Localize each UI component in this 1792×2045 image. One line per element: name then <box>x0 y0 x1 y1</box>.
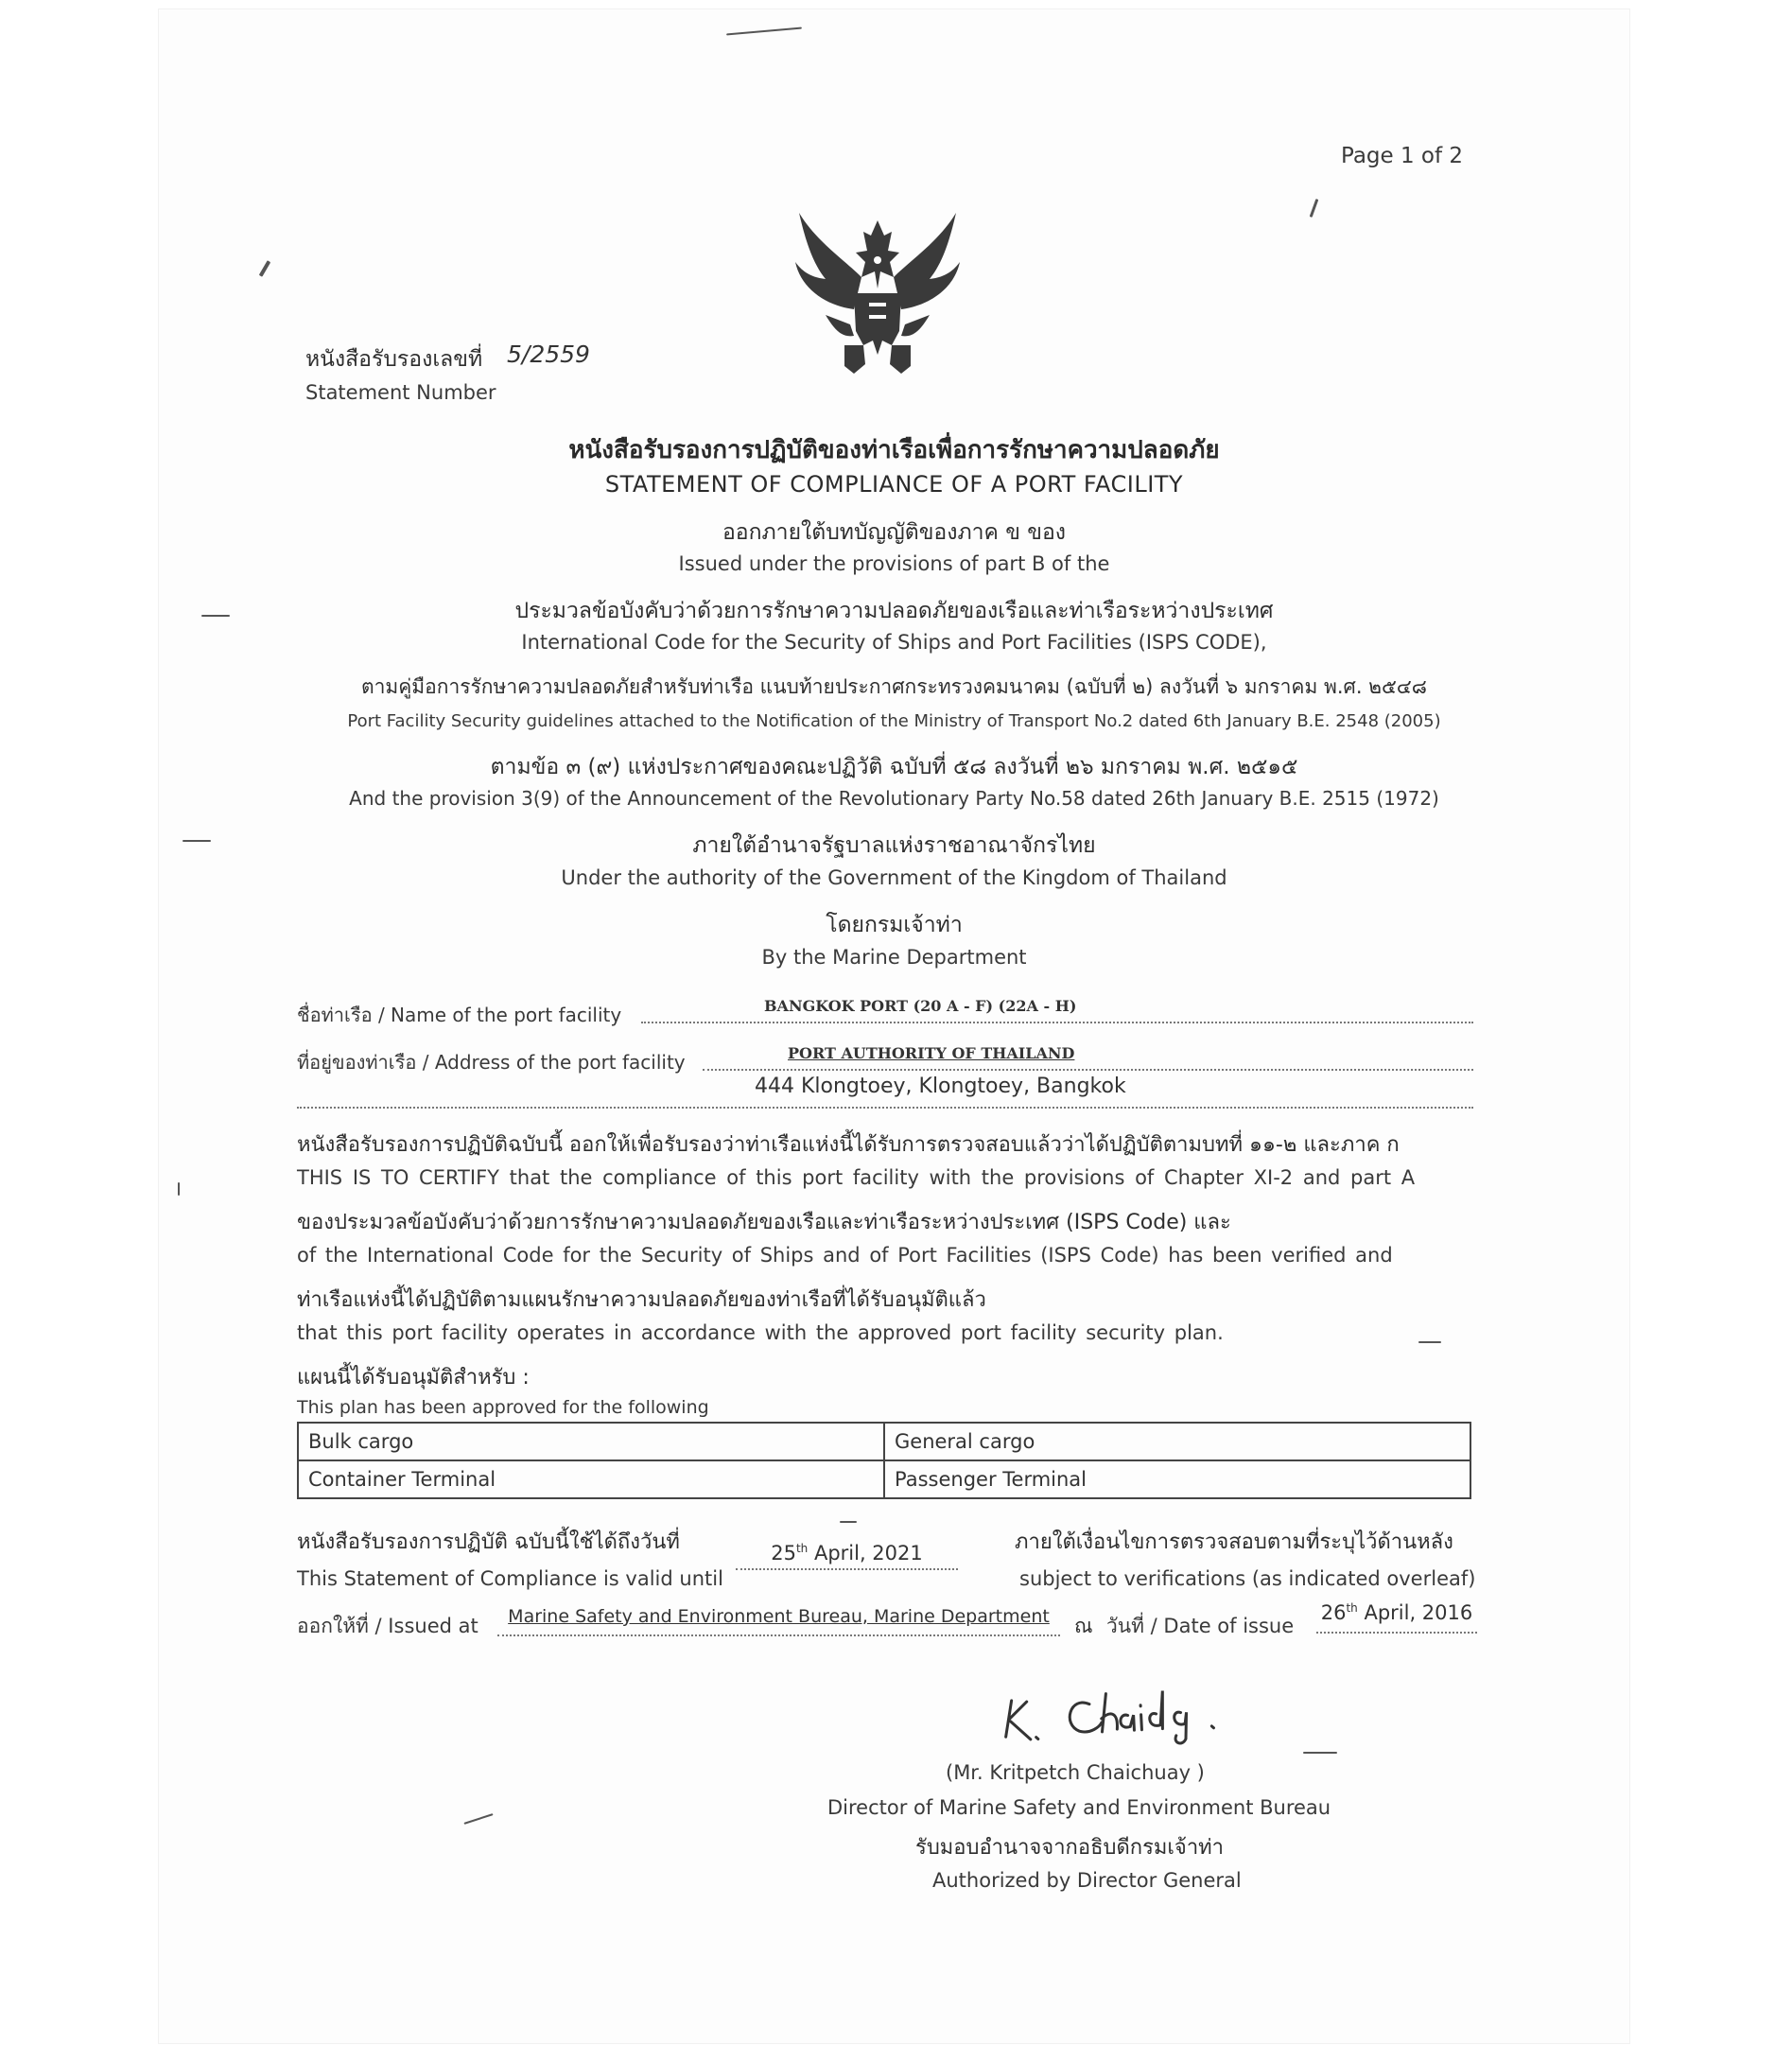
provision-en: International Code for the Security of Ships and Port Facilities (ISPS CODE), <box>521 631 1267 654</box>
certification-line: THIS IS TO CERTIFY that the compliance of this port facility with the provisions of Chapter XI-2 and part A <box>297 1166 1416 1189</box>
issue-date-rest: April, 2016 <box>1357 1601 1473 1624</box>
approved-for-table <box>297 1422 1471 1499</box>
port-address-dotted-line <box>703 1069 1473 1071</box>
certificate-sheet <box>159 9 1629 2043</box>
signatory-name: (Mr. Kritpetch Chaichuay ) <box>946 1761 1205 1784</box>
validity-date-rest: April, 2021 <box>808 1542 923 1564</box>
port-name-value: BANGKOK PORT (20 A - F) (22A - H) <box>764 997 1077 1015</box>
validity-subject-th: ภายใต้เงื่อนไขการตรวจสอบตามที่ระบุไว้ด้านหลัง <box>1015 1530 1453 1554</box>
date-of-issue-value <box>1316 1601 1477 1634</box>
table-cell: Bulk cargo <box>298 1423 884 1460</box>
authorized-en: Authorized by Director General <box>932 1869 1242 1892</box>
validity-date-day: 25 <box>771 1542 796 1564</box>
provision-th: ตามข้อ ๓ (๙) แห่งประกาศของคณะปฏิวัติ ฉบับที่ ๕๘ ลงวันที่ ๒๖ มกราคม พ.ศ. ๒๕๑๕ <box>490 755 1298 779</box>
scan-mark <box>1310 199 1319 218</box>
provision-th: ออกภายใต้บทบัญญัติของภาค ข ของ <box>722 520 1067 545</box>
issued-at-th: ณ <box>1074 1615 1093 1637</box>
certification-line: that this port facility operates in accordance with the approved port facility security plan. <box>297 1321 1224 1344</box>
table-row <box>298 1460 1470 1498</box>
signatory-title: Director of Marine Safety and Environment Bureau <box>827 1796 1331 1819</box>
certification-line: This plan has been approved for the following <box>297 1397 709 1418</box>
provision-en: Under the authority of the Government of the Kingdom of Thailand <box>561 866 1227 889</box>
provision-en: Port Facility Security guidelines attached to the Notification of the Ministry of Transport No.2 dated 6th January B.E. 2548 (2005) <box>347 711 1441 731</box>
statement-number-label-en: Statement Number <box>305 381 496 404</box>
port-address-line1: PORT AUTHORITY OF THAILAND <box>788 1044 1075 1062</box>
port-address-label: ที่อยู่ของท่าเรือ / Address of the port facility <box>297 1051 686 1074</box>
table-cell: General cargo <box>884 1423 1470 1460</box>
issue-date-day: 26 <box>1320 1601 1347 1624</box>
port-name-dotted-line <box>641 1022 1473 1023</box>
handwritten-signature <box>994 1677 1244 1767</box>
provision-en: And the provision 3(9) of the Announcement of the Revolutionary Party No.58 dated 26th January B.E. 2515 (1972) <box>349 787 1439 810</box>
validity-date-sup: th <box>795 1542 809 1555</box>
provision-th: ตามคู่มือการรักษาความปลอดภัยสำหรับท่าเรือ แนบท้ายประกาศกระทรวงคมนาคม (ฉบับที่ ๒) ลงวันที่ ๖ มกราคม พ.ศ. ๒๕๔๘ <box>360 675 1428 698</box>
provision-th: โดยกรมเจ้าท่า <box>826 913 963 937</box>
validity-label-en: This Statement of Compliance is valid until <box>297 1567 723 1590</box>
scan-mark <box>726 27 802 36</box>
provision-en: Issued under the provisions of part B of the <box>678 552 1110 575</box>
validity-date <box>736 1542 958 1570</box>
title-th: หนังสือรับรองการปฏิบัติของท่าเรือเพื่อการรักษาความปลอดภัย <box>568 436 1220 464</box>
issue-date-sup: th <box>1346 1601 1358 1615</box>
validity-label-th: หนังสือรับรองการปฏิบัติ ฉบับนี้ใช้ได้ถึงวันที่ <box>297 1530 680 1554</box>
scan-mark <box>1303 1752 1337 1754</box>
certification-line: แผนนี้ได้รับอนุมัติสำหรับ : <box>297 1366 530 1390</box>
table-row <box>298 1423 1470 1460</box>
scan-mark <box>463 1813 493 1825</box>
scan-mark <box>183 840 211 842</box>
scan-mark <box>178 1182 180 1196</box>
validity-subject-en: subject to verifications (as indicated overleaf) <box>1019 1567 1476 1590</box>
issued-at-place: Marine Safety and Environment Bureau, Marine Department <box>497 1606 1060 1636</box>
date-of-issue-label: วันที่ / Date of issue <box>1106 1615 1295 1637</box>
scan-mark <box>259 260 270 277</box>
table-cell: Passenger Terminal <box>884 1460 1470 1498</box>
scan-mark <box>201 615 230 617</box>
port-name-label: ชื่อท่าเรือ / Name of the port facility <box>297 1004 622 1026</box>
certification-line: ของประมวลข้อบังคับว่าด้วยการรักษาความปลอดภัยของเรือและท่าเรือระหว่างประเทศ (ISPS Code) และ <box>297 1211 1231 1234</box>
statement-number-label-th: หนังสือรับรองเลขที่ <box>305 347 483 372</box>
garuda-emblem-icon <box>788 203 967 378</box>
scan-mark <box>1418 1341 1441 1343</box>
authorized-th: รับมอบอำนาจจากอธิบดีกรมเจ้าท่า <box>915 1836 1225 1860</box>
scan-mark <box>840 1521 857 1523</box>
certification-line: of the International Code for the Security of Ships and of Port Facilities (ISPS Code) has been verified and <box>297 1244 1393 1267</box>
title-en: STATEMENT OF COMPLIANCE OF A PORT FACILITY <box>604 471 1184 498</box>
provision-th: ภายใต้อำนาจรัฐบาลแห่งราชอาณาจักรไทย <box>692 833 1096 858</box>
issued-at-label: ออกให้ที่ / Issued at <box>297 1615 478 1637</box>
certification-line: ท่าเรือแห่งนี้ได้ปฏิบัติตามแผนรักษาความปลอดภัยของท่าเรือที่ได้รับอนุมัติแล้ว <box>297 1288 986 1312</box>
provision-en: By the Marine Department <box>761 946 1027 969</box>
provision-th: ประมวลข้อบังคับว่าด้วยการรักษาความปลอดภัยของเรือและท่าเรือระหว่างประเทศ <box>514 599 1274 623</box>
certification-line: หนังสือรับรองการปฏิบัติฉบับนี้ ออกให้เพื่อรับรองว่าท่าเรือแห่งนี้ได้รับการตรวจสอบแล้วว่าได้ปฏิบัติตามบทที่ ๑๑-๒ และภาค ก <box>297 1133 1400 1157</box>
port-address-line2: 444 Klongtoey, Klongtoey, Bangkok <box>755 1075 1126 1098</box>
statement-number-value: 5/2559 <box>507 341 590 368</box>
page-indicator: Page 1 of 2 <box>1341 144 1464 168</box>
table-cell: Container Terminal <box>298 1460 884 1498</box>
address-dotted-line <box>297 1107 1473 1109</box>
